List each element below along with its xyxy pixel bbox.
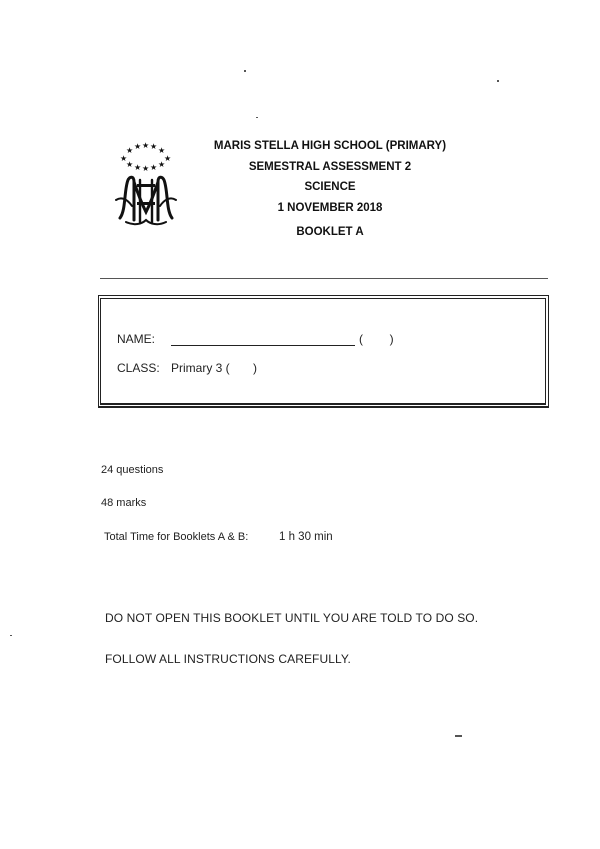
- header-divider: [100, 278, 548, 279]
- svg-text:★: ★: [158, 160, 166, 169]
- svg-text:★: ★: [134, 142, 142, 151]
- school-name: MARIS STELLA HIGH SCHOOL (PRIMARY): [213, 140, 447, 152]
- student-info-box: [98, 295, 549, 408]
- instruction-follow: FOLLOW ALL INSTRUCTIONS CAREFULLY.: [105, 652, 351, 666]
- class-field[interactable]: Primary 3 ( ): [171, 361, 258, 375]
- svg-text:★: ★: [150, 142, 158, 151]
- scan-speck: [455, 735, 462, 737]
- svg-text:★: ★: [142, 164, 150, 173]
- svg-text:★: ★: [134, 163, 142, 172]
- total-time-label: Total Time for Booklets A & B:: [104, 531, 249, 543]
- svg-text:★: ★: [120, 154, 128, 163]
- scan-speck: [10, 635, 12, 636]
- svg-text:★: ★: [158, 146, 166, 155]
- instruction-do-not-open: DO NOT OPEN THIS BOOKLET UNTIL YOU ARE TOLD TO DO SO.: [105, 611, 479, 625]
- svg-text:★: ★: [142, 141, 150, 150]
- scan-speck: [497, 80, 499, 82]
- svg-text:★: ★: [126, 146, 134, 155]
- booklet-title: BOOKLET A: [296, 226, 364, 238]
- scan-speck: [256, 117, 258, 118]
- school-crest-icon: [112, 140, 180, 226]
- marks-count: 48 marks: [101, 497, 147, 509]
- scan-speck: [244, 70, 246, 72]
- svg-text:★: ★: [150, 163, 158, 172]
- assessment-title: SEMESTRAL ASSESSMENT 2: [248, 160, 412, 173]
- svg-text:★: ★: [164, 154, 172, 163]
- subject-title: SCIENCE: [304, 181, 356, 193]
- exam-date: 1 NOVEMBER 2018: [277, 201, 383, 214]
- register-number-field[interactable]: ( ): [359, 332, 394, 346]
- exam-header: [190, 136, 470, 243]
- name-input-line[interactable]: [171, 345, 355, 346]
- name-label: NAME:: [117, 332, 156, 346]
- svg-text:★: ★: [126, 160, 134, 169]
- class-label: CLASS:: [117, 361, 160, 375]
- question-count: 24 questions: [101, 464, 164, 476]
- total-time-value: 1 h 30 min: [279, 531, 333, 543]
